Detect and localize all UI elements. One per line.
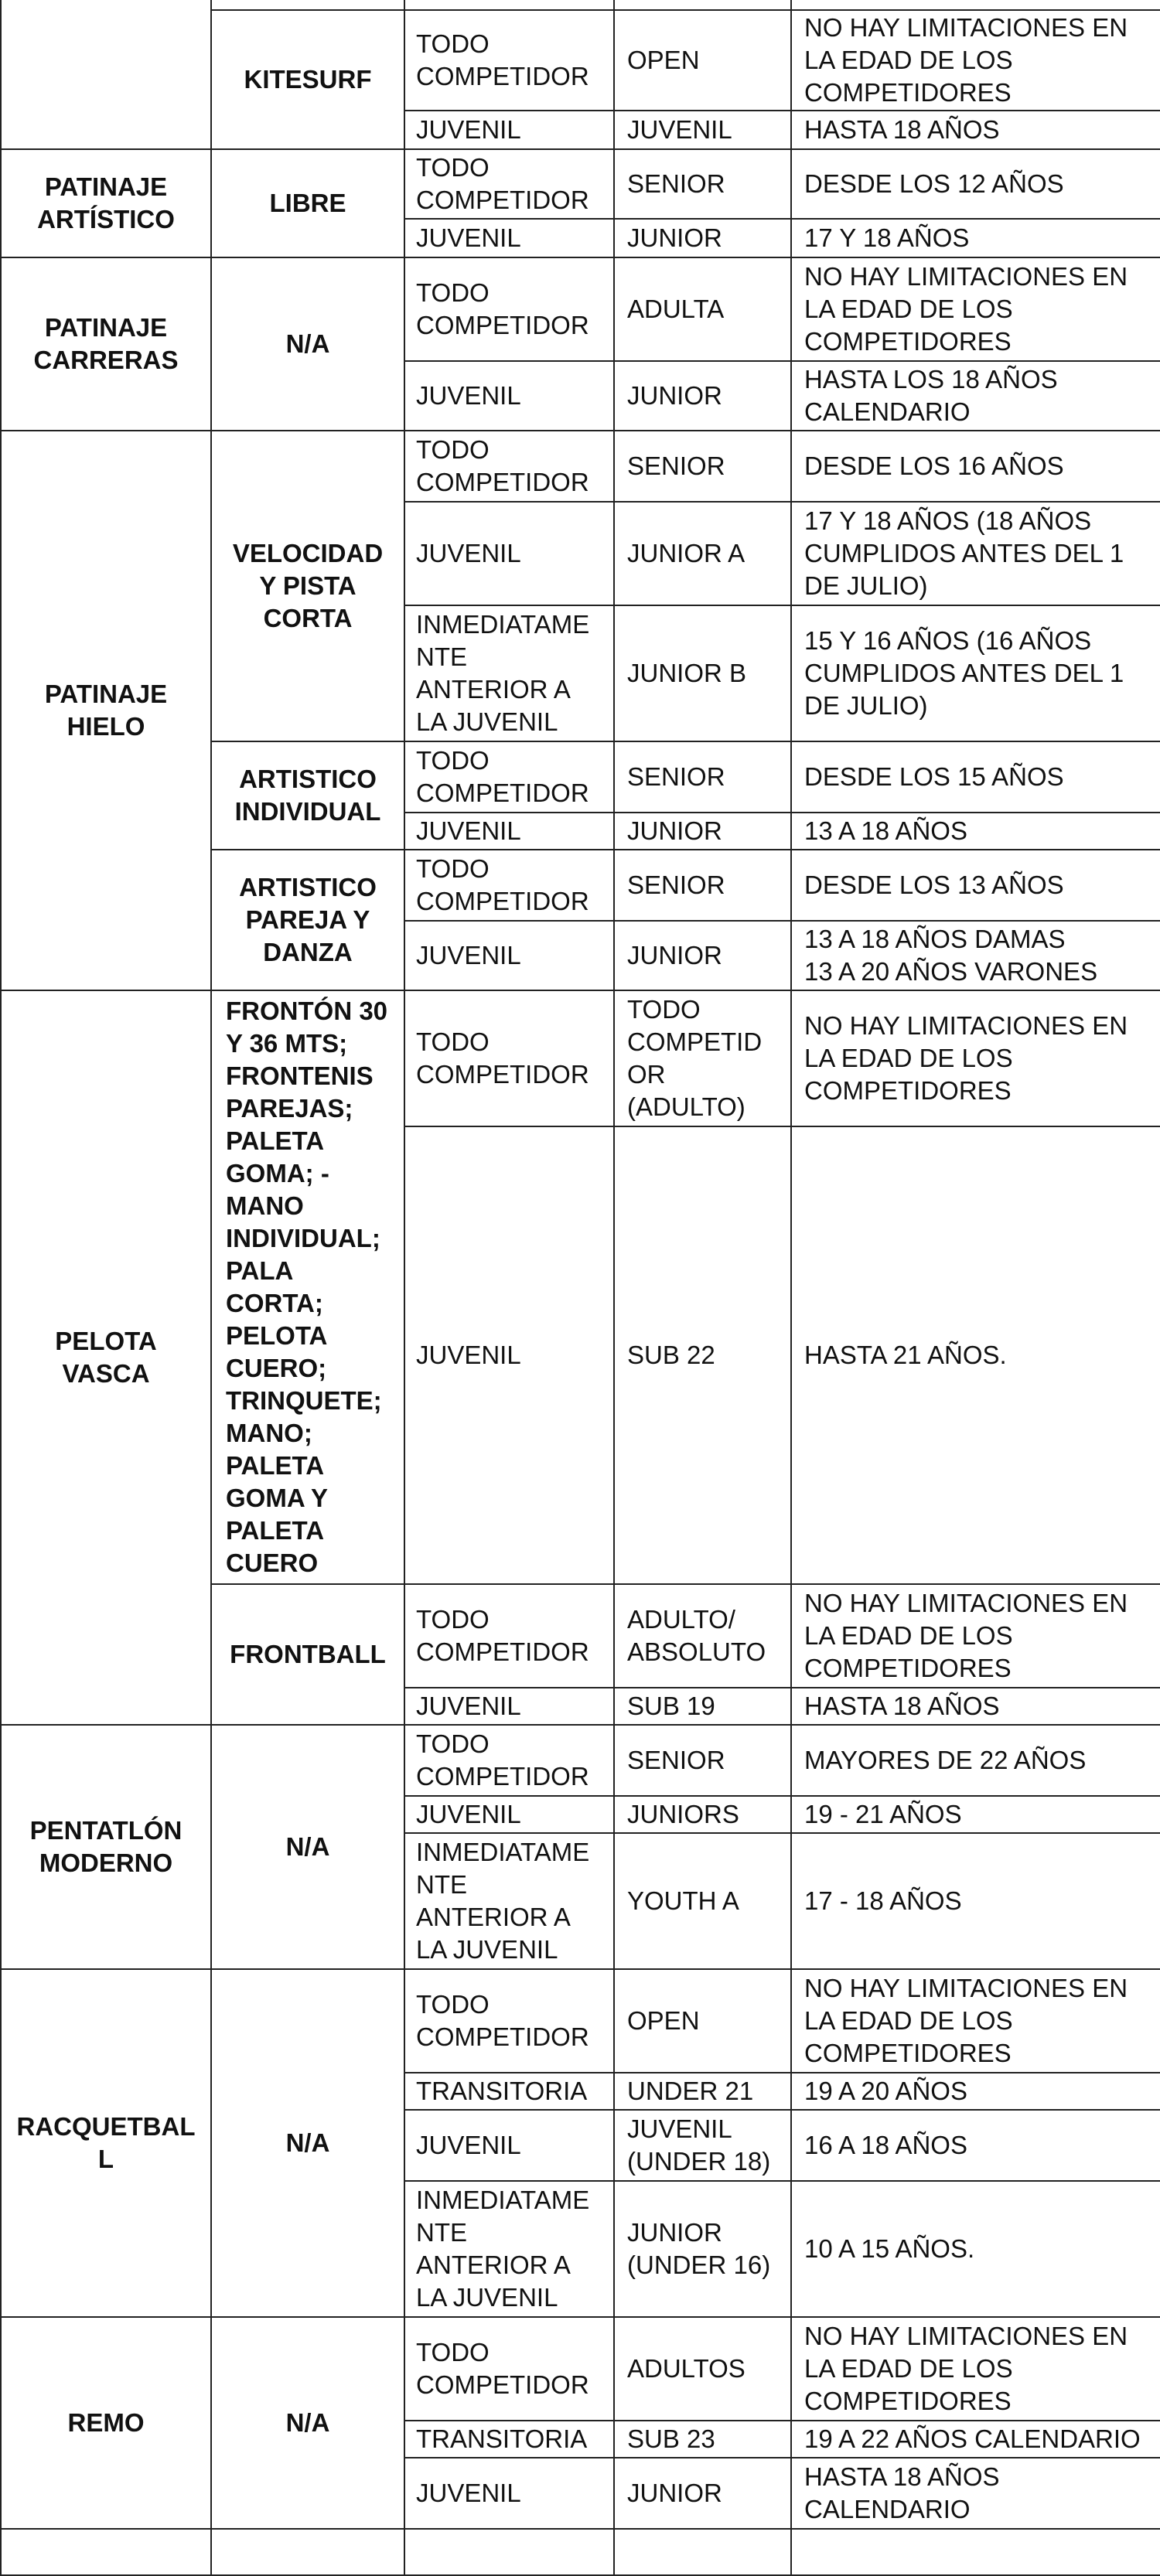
category-cell: JUVENIL xyxy=(404,1796,614,1833)
sport-cell: PENTATLÓN MODERNO xyxy=(1,1725,211,1969)
age-cell: 19 A 20 AÑOS xyxy=(791,2073,1160,2110)
category-name-cell: JUNIOR (UNDER 16) xyxy=(614,2181,791,2317)
age-cell: NO HAY LIMITACIONES EN LA EDAD DE LOS COMPETIDORES xyxy=(791,10,1160,111)
sport-cell: PATINAJE ARTÍSTICO xyxy=(1,149,211,257)
sport-cell: PELOTA VASCA xyxy=(1,990,211,1725)
age-cell: 17 Y 18 AÑOS (18 AÑOS CUMPLIDOS ANTES DEL 1 DE JULIO) xyxy=(791,502,1160,605)
category-name-cell: OPEN xyxy=(614,1969,791,2073)
category-cell xyxy=(404,0,614,10)
category-name-cell: TODO COMPETID OR (ADULTO) xyxy=(614,990,791,1126)
category-cell: JUVENIL xyxy=(404,111,614,149)
age-cell: HASTA 18 AÑOS xyxy=(791,1688,1160,1725)
category-cell: JUVENIL xyxy=(404,2458,614,2529)
age-cell: HASTA 18 AÑOS CALENDARIO xyxy=(791,2458,1160,2529)
category-cell: TODO COMPETIDOR xyxy=(404,990,614,1126)
discipline-cell: KITESURF xyxy=(211,10,404,149)
category-name-cell: JUVENIL xyxy=(614,111,791,149)
age-cell: 19 A 22 AÑOS CALENDARIO xyxy=(791,2421,1160,2458)
age-cell: 15 Y 16 AÑOS (16 AÑOS CUMPLIDOS ANTES DEL 1 DE JULIO) xyxy=(791,605,1160,741)
age-cell: 17 Y 18 AÑOS xyxy=(791,219,1160,257)
age-cell: 10 A 15 AÑOS. xyxy=(791,2181,1160,2317)
category-name-cell: SENIOR xyxy=(614,741,791,813)
age-cell: 19 - 21 AÑOS xyxy=(791,1796,1160,1833)
category-name-cell: JUNIORS xyxy=(614,1796,791,1833)
category-name-cell: ADULTO/ ABSOLUTO xyxy=(614,1584,791,1688)
category-name-cell: JUVENIL (UNDER 18) xyxy=(614,2110,791,2181)
category-name-cell: SUB 23 xyxy=(614,2421,791,2458)
discipline-cell: N/A xyxy=(211,1969,404,2317)
category-cell: JUVENIL xyxy=(404,813,614,850)
discipline-cell: ARTISTICO PAREJA Y DANZA xyxy=(211,850,404,990)
sport-cell: RACQUETBAL L xyxy=(1,1969,211,2317)
category-cell: TRANSITORIA xyxy=(404,2073,614,2110)
age-cell: NO HAY LIMITACIONES EN LA EDAD DE LOS COMPETIDORES xyxy=(791,257,1160,361)
table-row xyxy=(1,431,1160,502)
category-cell: TODO COMPETIDOR xyxy=(404,1584,614,1688)
discipline-cell xyxy=(211,2529,404,2575)
sport-cell: REMO xyxy=(1,2317,211,2529)
age-cell: DESDE LOS 16 AÑOS xyxy=(791,431,1160,502)
age-cell: 16 A 18 AÑOS xyxy=(791,2110,1160,2181)
age-cell: MAYORES DE 22 AÑOS xyxy=(791,1725,1160,1796)
category-cell: JUVENIL xyxy=(404,2110,614,2181)
age-cell: 13 A 18 AÑOS xyxy=(791,813,1160,850)
category-cell: TODO COMPETIDOR xyxy=(404,431,614,502)
discipline-cell: N/A xyxy=(211,2317,404,2529)
category-cell: JUVENIL xyxy=(404,1126,614,1584)
age-cell xyxy=(791,0,1160,10)
discipline-cell: FRONTBALL xyxy=(211,1584,404,1725)
category-cell: JUVENIL xyxy=(404,1688,614,1725)
sport-cell xyxy=(1,0,211,149)
table-row xyxy=(1,0,1160,10)
category-name-cell: JUNIOR xyxy=(614,2458,791,2529)
sport-cell xyxy=(1,2529,211,2575)
age-cell: DESDE LOS 13 AÑOS xyxy=(791,850,1160,921)
table-row xyxy=(1,257,1160,361)
age-cell: NO HAY LIMITACIONES EN LA EDAD DE LOS COMPETIDORES xyxy=(791,990,1160,1126)
age-cell: DESDE LOS 15 AÑOS xyxy=(791,741,1160,813)
age-cell: 13 A 18 AÑOS DAMAS 13 A 20 AÑOS VARONES xyxy=(791,921,1160,990)
sport-cell: PATINAJE CARRERAS xyxy=(1,257,211,431)
category-name-cell: SUB 22 xyxy=(614,1126,791,1584)
category-cell: TODO COMPETIDOR xyxy=(404,741,614,813)
category-cell: INMEDIATAME NTE ANTERIOR A LA JUVENIL xyxy=(404,605,614,741)
sport-cell: PATINAJE HIELO xyxy=(1,431,211,990)
category-name-cell xyxy=(614,2529,791,2575)
age-cell: NO HAY LIMITACIONES EN LA EDAD DE LOS COMPETIDORES xyxy=(791,2317,1160,2421)
category-cell: JUVENIL xyxy=(404,502,614,605)
discipline-cell: FRONTÓN 30 Y 36 MTS; FRONTENIS PAREJAS; PALETA GOMA; - MANO INDIVIDUAL; PALA CORTA; PELOTA CUERO; TRINQUETE; MANO; PALETA GOMA Y PALETA CUERO xyxy=(211,990,404,1584)
category-name-cell: SENIOR xyxy=(614,850,791,921)
category-cell: TODO COMPETIDOR xyxy=(404,850,614,921)
age-cell xyxy=(791,2529,1160,2575)
age-cell: NO HAY LIMITACIONES EN LA EDAD DE LOS COMPETIDORES xyxy=(791,1584,1160,1688)
category-name-cell xyxy=(614,0,791,10)
table-row xyxy=(1,990,1160,1126)
category-name-cell: JUNIOR xyxy=(614,921,791,990)
discipline-cell: N/A xyxy=(211,1725,404,1969)
category-name-cell: SENIOR xyxy=(614,149,791,219)
category-cell: TODO COMPETIDOR xyxy=(404,257,614,361)
category-cell xyxy=(404,2529,614,2575)
category-cell: JUVENIL xyxy=(404,361,614,431)
table-row xyxy=(1,149,1160,219)
category-cell: JUVENIL xyxy=(404,219,614,257)
discipline-cell: ARTISTICO INDIVIDUAL xyxy=(211,741,404,850)
discipline-cell xyxy=(211,0,404,10)
category-name-cell: ADULTOS xyxy=(614,2317,791,2421)
table-row xyxy=(1,2529,1160,2575)
age-cell: NO HAY LIMITACIONES EN LA EDAD DE LOS COMPETIDORES xyxy=(791,1969,1160,2073)
category-cell: TRANSITORIA xyxy=(404,2421,614,2458)
discipline-cell: N/A xyxy=(211,257,404,431)
age-cell: DESDE LOS 12 AÑOS xyxy=(791,149,1160,219)
category-cell: TODO COMPETIDOR xyxy=(404,2317,614,2421)
category-name-cell: SENIOR xyxy=(614,431,791,502)
category-name-cell: SUB 19 xyxy=(614,1688,791,1725)
category-cell: INMEDIATAME NTE ANTERIOR A LA JUVENIL xyxy=(404,1833,614,1969)
table-row xyxy=(1,1969,1160,2073)
age-cell: HASTA LOS 18 AÑOS CALENDARIO xyxy=(791,361,1160,431)
category-name-cell: JUNIOR xyxy=(614,813,791,850)
discipline-cell: LIBRE xyxy=(211,149,404,257)
discipline-cell: VELOCIDAD Y PISTA CORTA xyxy=(211,431,404,741)
age-cell: HASTA 18 AÑOS xyxy=(791,111,1160,149)
category-name-cell: OPEN xyxy=(614,10,791,111)
category-name-cell: ADULTA xyxy=(614,257,791,361)
category-name-cell: SENIOR xyxy=(614,1725,791,1796)
age-cell: HASTA 21 AÑOS. xyxy=(791,1126,1160,1584)
category-name-cell: UNDER 21 xyxy=(614,2073,791,2110)
category-name-cell: JUNIOR xyxy=(614,219,791,257)
table-row xyxy=(1,2317,1160,2421)
category-cell: INMEDIATAME NTE ANTERIOR A LA JUVENIL xyxy=(404,2181,614,2317)
category-name-cell: JUNIOR A xyxy=(614,502,791,605)
category-name-cell: JUNIOR B xyxy=(614,605,791,741)
category-cell: TODO COMPETIDOR xyxy=(404,10,614,111)
category-name-cell: JUNIOR xyxy=(614,361,791,431)
category-cell: TODO COMPETIDOR xyxy=(404,1725,614,1796)
category-cell: JUVENIL xyxy=(404,921,614,990)
category-name-cell: YOUTH A xyxy=(614,1833,791,1969)
age-cell: 17 - 18 AÑOS xyxy=(791,1833,1160,1969)
category-cell: TODO COMPETIDOR xyxy=(404,149,614,219)
category-cell: TODO COMPETIDOR xyxy=(404,1969,614,2073)
table-row xyxy=(1,1725,1160,1796)
